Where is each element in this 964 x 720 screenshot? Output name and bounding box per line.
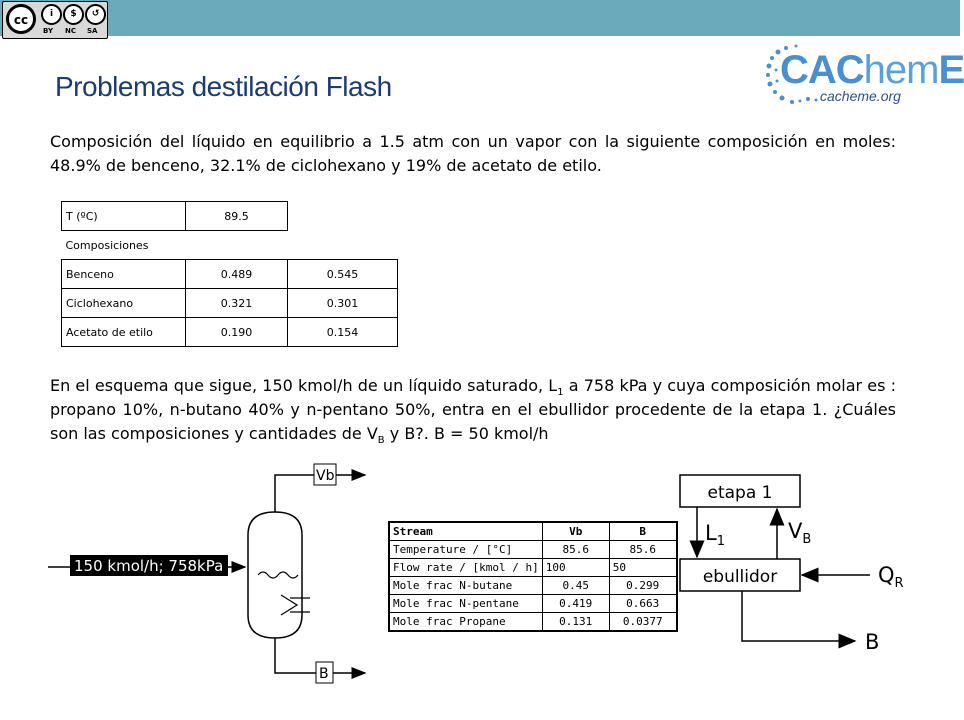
table-row (62, 260, 398, 289)
stream-value: 50 (609, 559, 677, 577)
sa-icon: ↺ (85, 4, 106, 25)
by-label: BY (43, 27, 54, 35)
table-row (389, 522, 677, 541)
stream-header: B (609, 522, 677, 541)
stream-property: Mole frac Propane (389, 613, 542, 632)
problem2-text-part: y B?. B = 50 kmol/h (384, 424, 549, 443)
bottom-label: B (319, 666, 329, 682)
section-label: Composiciones (65, 238, 149, 252)
component-name: Ciclohexano (62, 289, 186, 318)
vb-subscript: B (377, 435, 385, 447)
component-value: 0.545 (288, 260, 398, 289)
table-row (389, 595, 677, 613)
table-row (389, 613, 677, 632)
by-icon: i (41, 4, 62, 25)
table-row (62, 289, 398, 318)
temp-value: 89.5 (186, 202, 288, 231)
empty-cell (288, 202, 398, 231)
b-arrow (742, 591, 855, 641)
logo-word-bold: CAC (780, 48, 864, 92)
stream-property: Flow rate / [kmol / h] (389, 559, 542, 577)
problem2-text-part: En el esquema que sigue, 150 kmol/h de un líquido saturado, L (50, 376, 558, 395)
qr-label (878, 563, 904, 591)
top-bar (0, 0, 960, 36)
feed-label: 150 kmol/h; 758kPa (74, 557, 224, 575)
component-value: 0.154 (288, 318, 398, 347)
vb-sub: B (802, 532, 812, 547)
cc-icon: cc (6, 4, 36, 34)
component-value: 0.190 (186, 318, 288, 347)
l1-letter: L (705, 521, 717, 545)
page-title: Problemas destilación Flash (55, 71, 392, 102)
cc-license-badge[interactable] (2, 1, 108, 39)
column-vessel[interactable] (248, 512, 302, 638)
stream-property: Temperature / [°C] (389, 541, 542, 559)
stream-value: 85.6 (609, 541, 677, 559)
temp-label: T (ºC) (62, 202, 186, 231)
stream-value: 100 (542, 559, 609, 577)
table-row (389, 559, 677, 577)
nc-icon: $ (63, 4, 84, 25)
stream-property: Mole frac N-butane (389, 577, 542, 595)
top-label: Vb (316, 468, 335, 484)
vb-label (788, 519, 811, 547)
stream-value: 0.419 (542, 595, 609, 613)
nc-label: NC (65, 27, 76, 35)
qr-letter: Q (878, 563, 895, 587)
component-name: Benceno (62, 260, 186, 289)
sa-label: SA (87, 27, 98, 35)
logo-url[interactable]: cacheme.org (820, 88, 901, 104)
logo-word-thin: hem (863, 48, 939, 92)
stream-value: 0.299 (609, 577, 677, 595)
stream-property: Mole frac N-pentane (389, 595, 542, 613)
column-diagram (0, 455, 380, 695)
component-value: 0.489 (186, 260, 288, 289)
qr-sub: R (894, 576, 904, 591)
l1-sub: 1 (716, 534, 725, 549)
vb-letter: V (788, 519, 803, 543)
b-label: B (865, 630, 880, 654)
stream-value: 0.663 (609, 595, 677, 613)
reboiler-block-diagram (660, 465, 920, 665)
component-name: Acetato de etilo (62, 318, 186, 347)
table-row (62, 231, 398, 260)
table-row (389, 541, 677, 559)
stream-value: 85.6 (542, 541, 609, 559)
stream-value: 0.131 (542, 613, 609, 632)
table-row (62, 318, 398, 347)
problem2-text (50, 374, 896, 446)
component-value: 0.321 (186, 289, 288, 318)
problem1-text: Composición del líquido en equilibrio a 1.5 atm con un vapor con la siguiente composición en moles: 48.9% de benceno, 32.1% de ciclohexano y 19% de acetato de etilo. (50, 132, 896, 175)
equilibrium-table (61, 201, 398, 347)
logo-word-tail: E (938, 48, 964, 92)
problem2-text-part: a 758 kPa y cuya composición molar es : propano 10%, n-butano 40% y n-pentano 50%, entra en el ebullidor procedente de la etapa 1. ¿Cuáles son las composiciones y cantidades de V (50, 376, 896, 443)
component-value: 0.301 (288, 289, 398, 318)
cacheme-logo[interactable] (780, 48, 964, 93)
stream-value: 0.45 (542, 577, 609, 595)
table-row (62, 202, 398, 231)
l1-subscript: 1 (557, 387, 564, 399)
stream-table (388, 521, 678, 632)
l1-label (705, 521, 725, 549)
stream-value: 0.0377 (609, 613, 677, 632)
stage-label: etapa 1 (707, 483, 773, 503)
reboiler-label: ebullidor (702, 567, 778, 587)
table-row (389, 577, 677, 595)
stream-header: Stream (389, 522, 542, 541)
stream-header: Vb (542, 522, 609, 541)
